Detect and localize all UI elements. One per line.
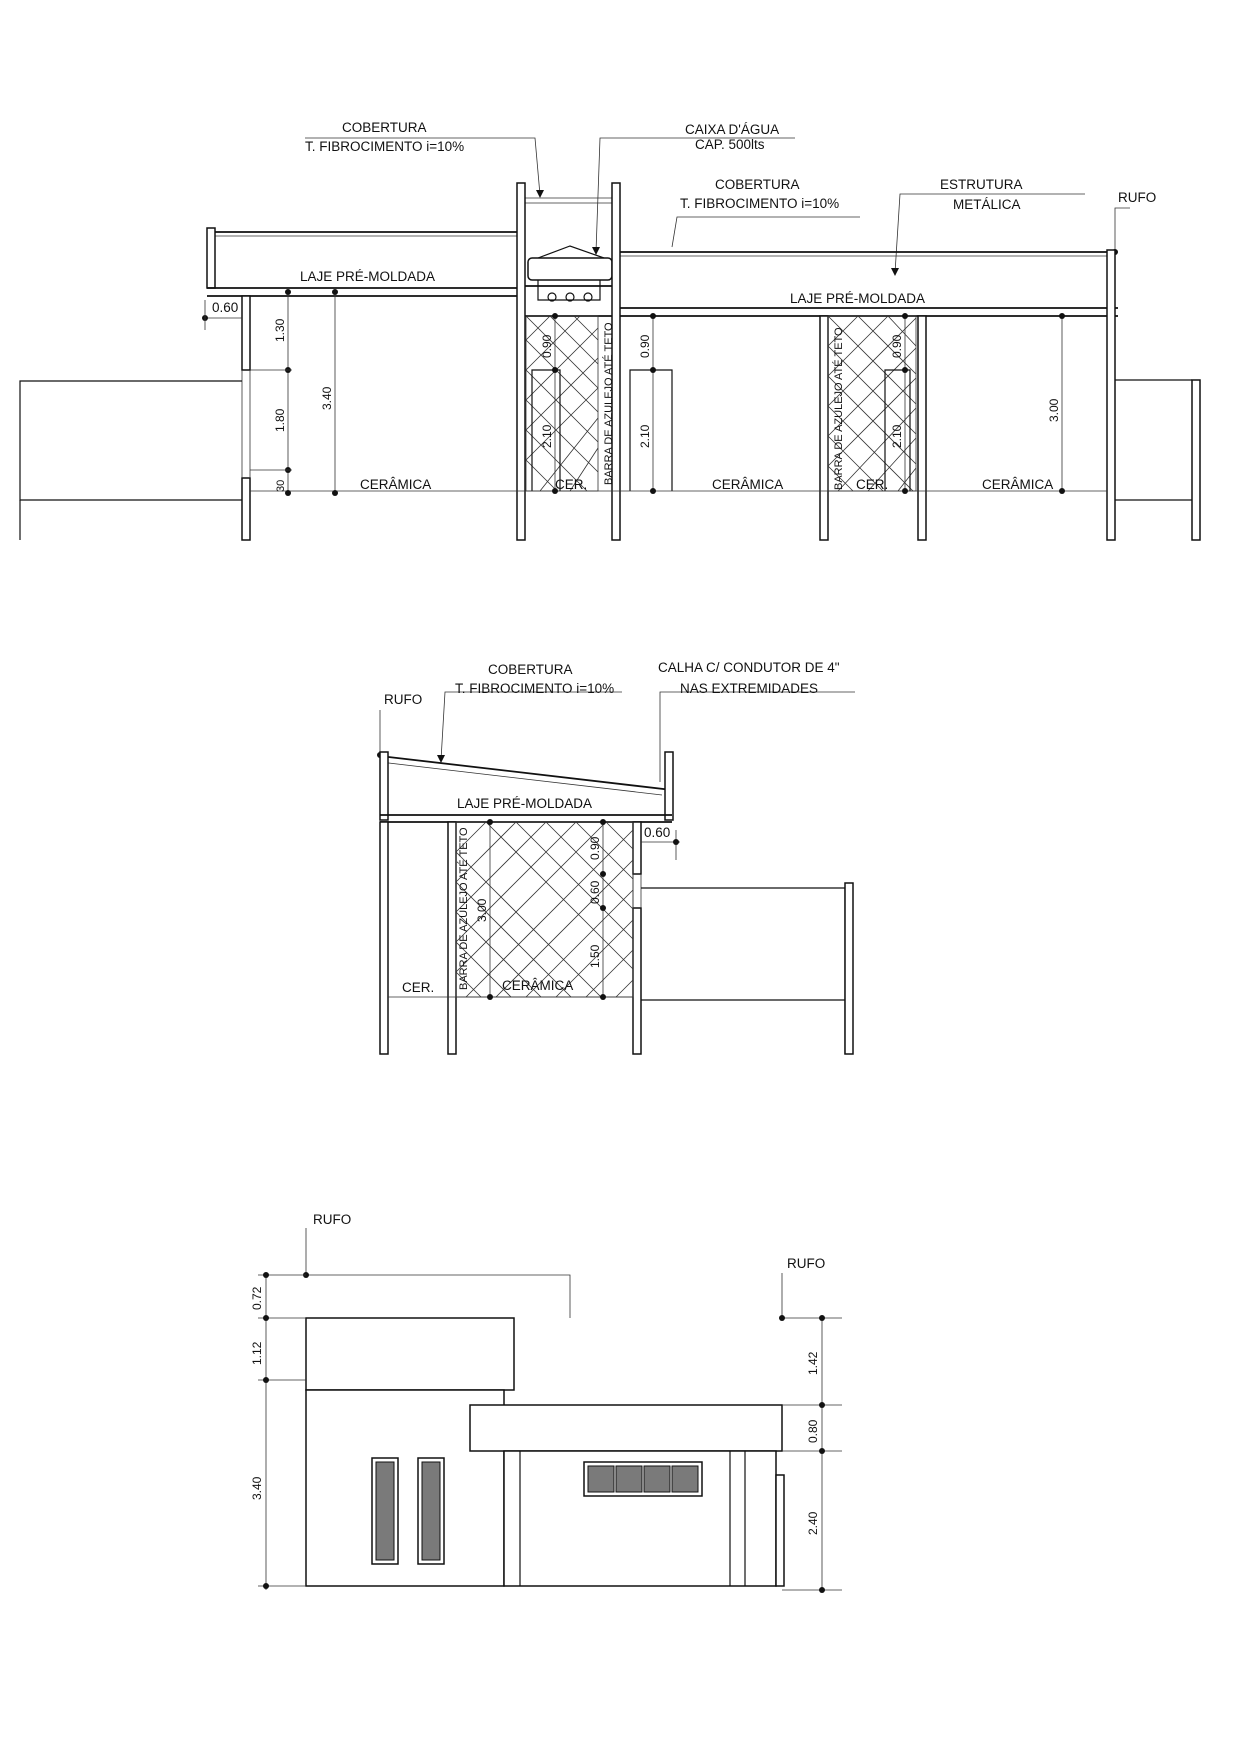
leader-cobertura-right xyxy=(672,217,860,247)
arrow-icon xyxy=(536,190,544,198)
window-right-4 xyxy=(672,1466,698,1492)
el-dim-112: 1.12 xyxy=(250,1341,264,1365)
leader-caixa xyxy=(596,138,795,252)
s1-cer-1: CERÂMICA xyxy=(360,477,432,492)
s1-cobertura-left: COBERTURA xyxy=(342,120,427,135)
section-1 xyxy=(20,120,1200,540)
el-dim-142: 1.42 xyxy=(806,1351,820,1375)
s1-dim-300: 3.00 xyxy=(1047,398,1061,422)
water-tank xyxy=(528,258,612,280)
s1-metalica: METÁLICA xyxy=(953,197,1021,212)
s1-laje-right: LAJE PRÉ-MOLDADA xyxy=(790,291,926,306)
s2-dim-300: 3.00 xyxy=(475,898,489,922)
s1-dim-130: 1.30 xyxy=(273,318,287,342)
window-left-1 xyxy=(376,1462,394,1560)
s1-dim-210-b: 2.10 xyxy=(638,424,652,448)
elevation xyxy=(250,1212,842,1593)
s1-dim-090-b: 0.90 xyxy=(638,334,652,358)
s1-dim-090-c: 0.90 xyxy=(890,334,904,358)
leader-cobertura xyxy=(441,692,622,760)
el-rufo-left: RUFO xyxy=(313,1212,352,1227)
s2-cer-1: CER. xyxy=(402,980,435,995)
s1-dim-210-a: 2.10 xyxy=(540,424,554,448)
window-right-2 xyxy=(616,1466,642,1492)
leader-rufo-left xyxy=(306,1228,570,1318)
section-2 xyxy=(377,660,855,1054)
s1-telha-left: T. FIBROCIMENTO i=10% xyxy=(305,139,465,154)
s2-extremidades: NAS EXTREMIDADES xyxy=(680,681,819,696)
s2-laje: LAJE PRÉ-MOLDADA xyxy=(457,796,593,811)
el-dim-240: 2.40 xyxy=(806,1511,820,1535)
s1-rufo: RUFO xyxy=(1118,190,1157,205)
s2-dim-060-h: 0.60 xyxy=(644,825,671,840)
s1-cer-5: CERÂMICA xyxy=(982,477,1054,492)
s1-cobertura-right: COBERTURA xyxy=(715,177,800,192)
s1-cer-4: CER. xyxy=(856,477,889,492)
window-right-1 xyxy=(588,1466,614,1492)
s1-dim-060: 0.60 xyxy=(212,300,239,315)
s2-telha: T. FIBROCIMENTO i=10% xyxy=(455,681,615,696)
arrow-icon xyxy=(891,268,899,276)
s1-laje-left: LAJE PRÉ-MOLDADA xyxy=(300,269,436,284)
arrow-icon xyxy=(437,755,445,763)
el-rufo-right: RUFO xyxy=(787,1256,826,1271)
s2-dim-150: 1.50 xyxy=(588,944,602,968)
s1-barra-b: BARRA DE AZULEJO ATÉ TETO xyxy=(833,327,845,490)
s2-cobertura: COBERTURA xyxy=(488,662,573,677)
s2-cer-2: CERÂMICA xyxy=(502,978,574,993)
s1-estrutura: ESTRUTURA xyxy=(940,177,1023,192)
s2-dim-060-v: 0.60 xyxy=(588,880,602,904)
s1-barra-a: BARRA DE AZULEJO ATÉ TETO xyxy=(603,322,615,485)
left-roof-band xyxy=(306,1318,514,1390)
s1-caixa-cap: CAP. 500lts xyxy=(695,137,765,152)
s1-dim-090-a: 0.90 xyxy=(540,334,554,358)
window-left-2 xyxy=(422,1462,440,1560)
s2-rufo: RUFO xyxy=(384,692,423,707)
s1-cer-3: CERÂMICA xyxy=(712,477,784,492)
leader-rufo xyxy=(1115,208,1130,252)
el-dim-080: 0.80 xyxy=(806,1419,820,1443)
s1-dim-180: 1.80 xyxy=(273,408,287,432)
s2-calha: CALHA C/ CONDUTOR DE 4" xyxy=(658,660,840,675)
s2-barra: BARRA DE AZULEJO ATÉ TETO xyxy=(458,827,470,990)
s1-dim-210-c: 2.10 xyxy=(890,424,904,448)
window-right-3 xyxy=(644,1466,670,1492)
s1-dim-340: 3.40 xyxy=(320,386,334,410)
s1-dim-30: 30 xyxy=(275,479,287,492)
el-dim-072: 0.72 xyxy=(250,1286,264,1310)
s1-caixa: CAIXA D'ÁGUA xyxy=(685,122,780,137)
right-roof-band xyxy=(470,1405,782,1451)
leader-calha xyxy=(660,692,855,782)
s2-dim-090: 0.90 xyxy=(588,836,602,860)
el-dim-340: 3.40 xyxy=(250,1476,264,1500)
s1-telha-right: T. FIBROCIMENTO i=10% xyxy=(680,196,840,211)
s1-cer-2: CER. xyxy=(555,477,588,492)
